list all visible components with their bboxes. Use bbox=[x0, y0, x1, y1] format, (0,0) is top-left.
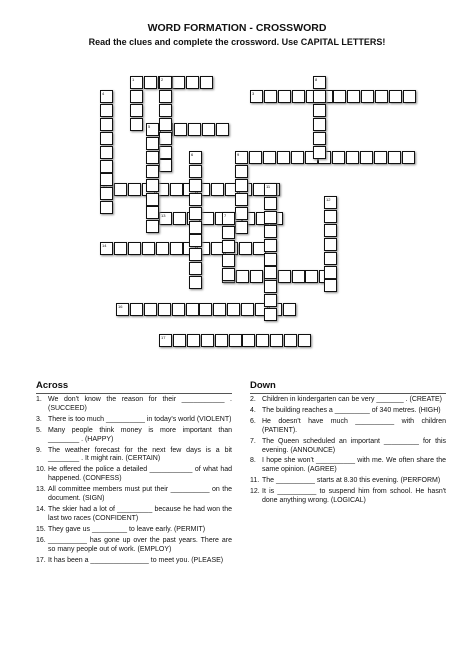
grid-cell[interactable] bbox=[324, 266, 337, 279]
grid-cell[interactable] bbox=[263, 151, 276, 164]
cell-clue-number: 8 bbox=[315, 77, 318, 82]
grid-cell[interactable] bbox=[142, 242, 155, 255]
grid-cell[interactable] bbox=[222, 212, 235, 225]
grid-cell[interactable] bbox=[264, 197, 277, 210]
grid-cell[interactable] bbox=[250, 270, 263, 283]
grid-cell[interactable] bbox=[235, 179, 248, 192]
grid-cell[interactable] bbox=[114, 183, 127, 196]
grid-cell[interactable] bbox=[188, 123, 201, 136]
grid-cell[interactable] bbox=[201, 334, 214, 347]
clue-number: 13. bbox=[36, 486, 46, 494]
clue-item bbox=[36, 486, 232, 504]
grid-cell[interactable] bbox=[159, 212, 172, 225]
clue-text: Many people think money is more important than ________ . (HAPPY) bbox=[48, 426, 232, 443]
grid-cell[interactable] bbox=[100, 187, 113, 200]
across-clues bbox=[36, 380, 232, 565]
grid-cell[interactable] bbox=[298, 334, 311, 347]
grid-cell[interactable] bbox=[159, 104, 172, 117]
grid-cell[interactable] bbox=[158, 303, 171, 316]
grid-cell[interactable] bbox=[186, 303, 199, 316]
grid-cell[interactable] bbox=[146, 137, 159, 150]
grid-cell[interactable] bbox=[222, 268, 235, 281]
grid-cell[interactable] bbox=[187, 334, 200, 347]
clue-item bbox=[250, 457, 446, 475]
grid-cell[interactable] bbox=[264, 266, 277, 279]
grid-cell[interactable] bbox=[159, 132, 172, 145]
clue-number: 16. bbox=[36, 536, 46, 544]
grid-cell[interactable] bbox=[130, 76, 143, 89]
clue-number: 8. bbox=[250, 457, 256, 465]
grid-cell[interactable] bbox=[146, 151, 159, 164]
grid-cell[interactable] bbox=[189, 165, 202, 178]
cell-clue-number: 14 bbox=[102, 243, 107, 248]
clue-text: All committee members must put their __________ on the document. (SIGN) bbox=[48, 486, 232, 503]
grid-cell[interactable] bbox=[144, 303, 157, 316]
grid-cell[interactable] bbox=[100, 201, 113, 214]
grid-cell[interactable] bbox=[389, 90, 402, 103]
grid-cell[interactable] bbox=[146, 179, 159, 192]
clue-number: 2. bbox=[250, 396, 256, 403]
grid-cell[interactable] bbox=[199, 303, 212, 316]
clue-item bbox=[250, 488, 446, 506]
grid-cell[interactable] bbox=[202, 123, 215, 136]
grid-cell[interactable] bbox=[324, 252, 337, 265]
grid-cell[interactable] bbox=[100, 160, 113, 173]
grid-cell[interactable] bbox=[250, 90, 263, 103]
grid-cell[interactable] bbox=[264, 239, 277, 252]
grid-cell[interactable] bbox=[172, 76, 185, 89]
cell-clue-number: 17 bbox=[161, 335, 166, 340]
clue-number: 3. bbox=[36, 415, 42, 423]
grid-cell[interactable] bbox=[324, 210, 337, 223]
grid-cell[interactable] bbox=[292, 270, 305, 283]
grid-cell[interactable] bbox=[324, 238, 337, 251]
clue-text: He offered the police a detailed ___________ of what had happened. (CONFESS) bbox=[48, 466, 232, 483]
clue-item bbox=[36, 447, 232, 465]
clue-text: I hope she won't __________ with me. We often share the same opinion. (AGREE) bbox=[262, 457, 446, 474]
grid-cell[interactable] bbox=[332, 151, 345, 164]
grid-cell[interactable] bbox=[189, 221, 202, 234]
grid-cell[interactable] bbox=[189, 151, 202, 164]
grid-cell[interactable] bbox=[242, 334, 255, 347]
down-heading: Down bbox=[250, 380, 446, 394]
clue-text: There is too much __________ in today's world (VIOLENT) bbox=[48, 415, 232, 423]
clue-text: It is __________ to suspend him from school. He hasn't done anything wrong. (LOGICAL) bbox=[262, 488, 446, 505]
grid-cell[interactable] bbox=[189, 248, 202, 261]
grid-cell[interactable] bbox=[270, 334, 283, 347]
clue-number: 15. bbox=[36, 525, 46, 533]
clue-number: 14. bbox=[36, 505, 46, 513]
grid-cell[interactable] bbox=[200, 76, 213, 89]
grid-cell[interactable] bbox=[360, 151, 373, 164]
clue-text: He doesn't have much __________ with children (PATIENT). bbox=[262, 417, 446, 434]
grid-cell[interactable] bbox=[313, 146, 326, 159]
grid-cell[interactable] bbox=[347, 90, 360, 103]
grid-cell[interactable] bbox=[264, 90, 277, 103]
grid-cell[interactable] bbox=[159, 159, 172, 172]
clue-item bbox=[36, 557, 232, 566]
grid-cell[interactable] bbox=[264, 211, 277, 224]
cell-clue-number: 13 bbox=[161, 213, 166, 218]
clue-text: The skier had a lot of _________ because he had won the last two races (CONFIDENT) bbox=[48, 505, 232, 522]
grid-cell[interactable] bbox=[264, 280, 277, 293]
grid-cell[interactable] bbox=[284, 334, 297, 347]
grid-cell[interactable] bbox=[313, 104, 326, 117]
cell-clue-number: 2 bbox=[161, 77, 164, 82]
clue-item bbox=[250, 407, 446, 416]
grid-cell[interactable] bbox=[346, 151, 359, 164]
clue-number: 12. bbox=[250, 488, 260, 496]
grid-cell[interactable] bbox=[313, 76, 326, 89]
cell-clue-number: 4 bbox=[102, 91, 105, 96]
grid-cell[interactable] bbox=[100, 118, 113, 131]
grid-cell[interactable] bbox=[264, 225, 277, 238]
grid-cell[interactable] bbox=[229, 334, 242, 347]
grid-cell[interactable] bbox=[313, 132, 326, 145]
clue-item bbox=[250, 438, 446, 456]
cell-clue-number: 3 bbox=[252, 91, 255, 96]
grid-cell[interactable] bbox=[130, 118, 143, 131]
grid-cell[interactable] bbox=[292, 90, 305, 103]
grid-cell[interactable] bbox=[189, 207, 202, 220]
cell-clue-number: 1 bbox=[132, 77, 135, 82]
grid-cell[interactable] bbox=[128, 242, 141, 255]
grid-cell[interactable] bbox=[264, 183, 277, 196]
clue-number: 4. bbox=[250, 406, 256, 414]
grid-cell[interactable] bbox=[264, 294, 277, 307]
grid-cell[interactable] bbox=[222, 254, 235, 267]
grid-cell[interactable] bbox=[189, 193, 202, 206]
grid-cell[interactable] bbox=[333, 90, 346, 103]
grid-cell[interactable] bbox=[256, 334, 269, 347]
grid-cell[interactable] bbox=[227, 303, 240, 316]
grid-cell[interactable] bbox=[249, 151, 262, 164]
clue-item bbox=[36, 416, 232, 425]
grid-cell[interactable] bbox=[239, 242, 252, 255]
grid-cell[interactable] bbox=[313, 90, 326, 103]
clue-item bbox=[36, 427, 232, 445]
grid-cell[interactable] bbox=[130, 104, 143, 117]
grid-cell[interactable] bbox=[403, 90, 416, 103]
grid-cell[interactable] bbox=[324, 224, 337, 237]
grid-cell[interactable] bbox=[100, 104, 113, 117]
clue-number: 11. bbox=[250, 477, 260, 485]
grid-cell[interactable] bbox=[324, 279, 337, 292]
grid-cell[interactable] bbox=[278, 90, 291, 103]
page-title: WORD FORMATION - CROSSWORD bbox=[147, 22, 327, 34]
grid-cell[interactable] bbox=[130, 303, 143, 316]
grid-cell[interactable] bbox=[114, 242, 127, 255]
clue-number: 1. bbox=[36, 396, 42, 403]
clue-number: 6. bbox=[250, 417, 256, 425]
clue-text: They gave us _________ to leave early. (PERMIT) bbox=[48, 525, 206, 533]
grid-cell[interactable] bbox=[173, 334, 186, 347]
grid-cell[interactable] bbox=[235, 207, 248, 220]
grid-cell[interactable] bbox=[216, 123, 229, 136]
grid-cell[interactable] bbox=[186, 76, 199, 89]
grid-cell[interactable] bbox=[236, 270, 249, 283]
grid-cell[interactable] bbox=[324, 196, 337, 209]
clue-item bbox=[36, 537, 232, 555]
cell-clue-number: 9 bbox=[237, 152, 240, 157]
grid-cell[interactable] bbox=[189, 179, 202, 192]
cell-clue-number: 16 bbox=[118, 304, 123, 309]
grid-cell[interactable] bbox=[146, 165, 159, 178]
grid-cell[interactable] bbox=[146, 220, 159, 233]
grid-cell[interactable] bbox=[100, 90, 113, 103]
grid-cell[interactable] bbox=[172, 303, 185, 316]
cell-clue-number: 7 bbox=[224, 213, 227, 218]
grid-cell[interactable] bbox=[241, 303, 254, 316]
clue-item bbox=[250, 477, 446, 486]
clue-text: Children in kindergarten can be very _______ . (CREATE) bbox=[262, 396, 443, 403]
grid-cell[interactable] bbox=[222, 240, 235, 253]
grid-cell[interactable] bbox=[235, 221, 248, 234]
clue-item bbox=[250, 418, 446, 436]
clue-number: 9. bbox=[36, 446, 42, 454]
clue-item bbox=[36, 506, 232, 524]
grid-cell[interactable] bbox=[264, 308, 277, 321]
grid-cell[interactable] bbox=[130, 90, 143, 103]
clue-item bbox=[250, 396, 446, 405]
grid-cell[interactable] bbox=[146, 206, 159, 219]
grid-cell[interactable] bbox=[159, 146, 172, 159]
grid-cell[interactable] bbox=[388, 151, 401, 164]
clue-text: The building reaches a _________ of 340 metres. (HIGH) bbox=[262, 406, 441, 414]
grid-cell[interactable] bbox=[215, 334, 228, 347]
across-heading: Across bbox=[36, 380, 232, 394]
grid-cell[interactable] bbox=[264, 253, 277, 266]
grid-cell[interactable] bbox=[291, 151, 304, 164]
grid-cell[interactable] bbox=[313, 118, 326, 131]
grid-cell[interactable] bbox=[100, 132, 113, 145]
grid-cell[interactable] bbox=[100, 146, 113, 159]
instructions: Read the clues and complete the crossword. Use CAPITAL LETTERS! bbox=[88, 37, 386, 47]
clue-number: 10. bbox=[36, 466, 46, 474]
grid-cell[interactable] bbox=[361, 90, 374, 103]
grid-cell[interactable] bbox=[305, 270, 318, 283]
grid-cell[interactable] bbox=[277, 151, 290, 164]
clue-text: The weather forecast for the next few days is a bit ________ . It might rain. (CERTAIN) bbox=[48, 446, 232, 463]
grid-cell[interactable] bbox=[235, 165, 248, 178]
grid-cell[interactable] bbox=[402, 151, 415, 164]
grid-cell[interactable] bbox=[222, 226, 235, 239]
grid-cell[interactable] bbox=[235, 151, 248, 164]
grid-cell[interactable] bbox=[283, 303, 296, 316]
grid-cell[interactable] bbox=[375, 90, 388, 103]
grid-cell[interactable] bbox=[116, 303, 129, 316]
cell-clue-number: 11 bbox=[266, 184, 271, 189]
clue-number: 17. bbox=[36, 556, 46, 564]
grid-cell[interactable] bbox=[213, 303, 226, 316]
cell-clue-number: 5 bbox=[148, 124, 151, 129]
grid-cell[interactable] bbox=[189, 234, 202, 247]
clue-item bbox=[36, 526, 232, 535]
down-clues bbox=[250, 380, 446, 506]
grid-cell[interactable] bbox=[211, 183, 224, 196]
grid-cell[interactable] bbox=[144, 76, 157, 89]
grid-cell[interactable] bbox=[100, 242, 113, 255]
clue-text: The Queen scheduled an important _________ for this evening. (ANNOUNCE) bbox=[262, 437, 446, 454]
clue-number: 7. bbox=[250, 437, 256, 445]
grid-cell[interactable] bbox=[100, 173, 113, 186]
grid-cell[interactable] bbox=[170, 183, 183, 196]
grid-cell[interactable] bbox=[128, 183, 141, 196]
grid-cell[interactable] bbox=[156, 242, 169, 255]
clue-item bbox=[36, 396, 232, 414]
cell-clue-number: 12 bbox=[326, 197, 331, 202]
grid-cell[interactable] bbox=[374, 151, 387, 164]
clue-item bbox=[36, 466, 232, 484]
grid-cell[interactable] bbox=[278, 270, 291, 283]
grid-cell[interactable] bbox=[159, 76, 172, 89]
grid-cell[interactable] bbox=[159, 334, 172, 347]
grid-cell[interactable] bbox=[159, 90, 172, 103]
cell-clue-number: 6 bbox=[191, 152, 194, 157]
grid-cell[interactable] bbox=[201, 212, 214, 225]
grid-cell[interactable] bbox=[146, 123, 159, 136]
clue-number: 5. bbox=[36, 426, 42, 434]
grid-cell[interactable] bbox=[170, 242, 183, 255]
grid-cell[interactable] bbox=[189, 276, 202, 289]
grid-cell[interactable] bbox=[174, 123, 187, 136]
grid-cell[interactable] bbox=[146, 193, 159, 206]
clue-text: We don't know the reason for their ___________ . (SUCCEED) bbox=[48, 396, 232, 412]
grid-cell[interactable] bbox=[235, 193, 248, 206]
clue-text: It has been a _______________ to meet you. (PLEASE) bbox=[48, 556, 224, 564]
clue-text: The __________ starts at 8.30 this evening. (PERFORM) bbox=[262, 477, 441, 485]
grid-cell[interactable] bbox=[173, 212, 186, 225]
grid-cell[interactable] bbox=[159, 118, 172, 131]
grid-cell[interactable] bbox=[189, 262, 202, 275]
clue-text: __________ has gone up over the past years. There are so many people out of work. (EMPLOY) bbox=[48, 536, 232, 553]
